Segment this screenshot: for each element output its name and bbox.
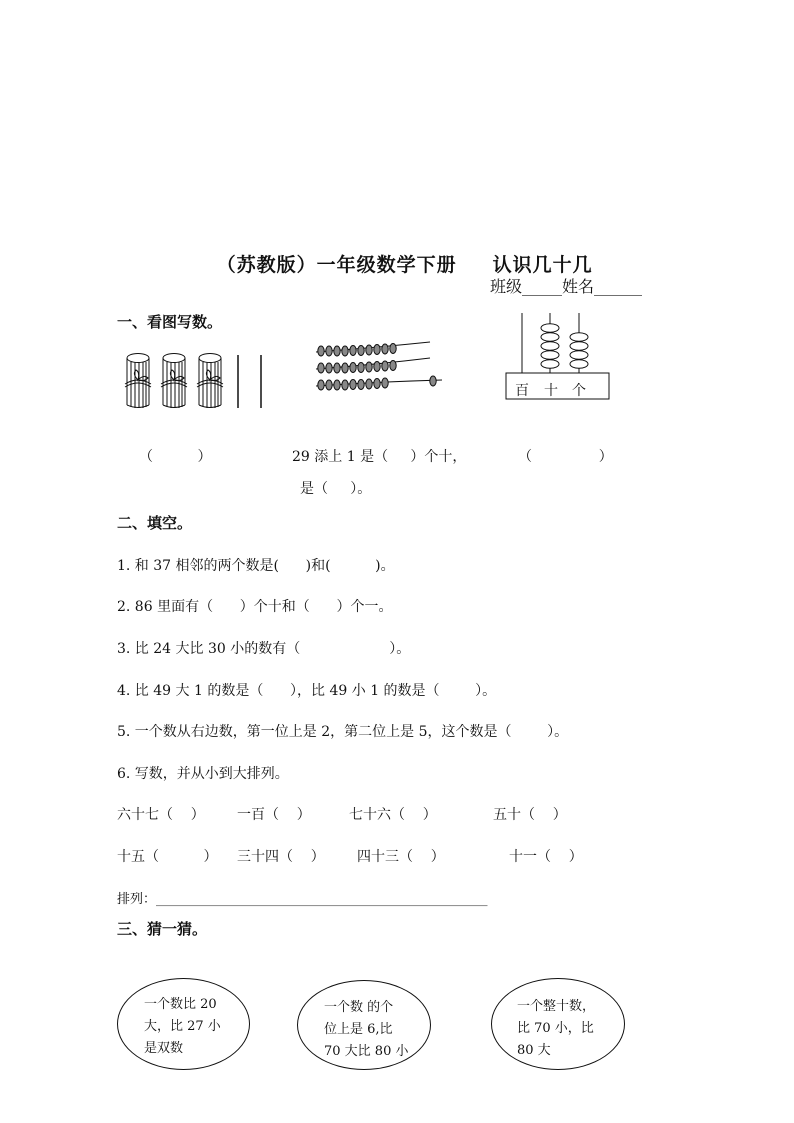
title-topic: 认识几十几 <box>492 254 593 276</box>
question-beads-line2: 是（ ）。 <box>300 481 372 497</box>
abacus-tens-beads <box>541 324 559 369</box>
number-word-43: 四十三（ ） <box>357 849 445 865</box>
fill-item-2: 2. 86 里面有（ ）个十和（ ）个一。 <box>117 599 393 615</box>
bead-string-1 <box>316 342 430 356</box>
stick-bundle-3 <box>197 354 223 409</box>
fill-item-6: 6. 写数，并从小到大排列。 <box>117 766 289 782</box>
fill-item-1: 1. 和 37 相邻的两个数是( )和( )。 <box>117 558 395 574</box>
sort-line[interactable]: 排列：___________________________________________________ <box>117 892 488 907</box>
guess-bubble-2-text: 一个数 的个 位上是 6,比 70 大比 80 小 <box>324 1000 409 1059</box>
number-word-67: 六十七（ ） <box>117 807 205 823</box>
bead-string-2 <box>316 358 430 373</box>
question-beads-line1: 29 添上 1 是（ ）个十， <box>292 449 467 465</box>
bead-strings-figure <box>312 338 442 400</box>
fill-item-5: 5. 一个数从右边数，第一位上是 2，第二位上是 5，这个数是（ ）。 <box>117 724 569 740</box>
title-main: （苏教版）一年级数学下册 <box>216 254 457 276</box>
abacus-label-hundreds: 百 <box>515 383 529 399</box>
abacus-label-ones: 个 <box>572 383 586 399</box>
number-word-34: 三十四（ ） <box>237 849 325 865</box>
answer-blank-abacus[interactable]: （ ） <box>518 449 613 465</box>
guess-bubble-1-text: 一个数比 20 大，比 27 小 是双数 <box>144 997 221 1056</box>
number-word-76: 七十六（ ） <box>349 807 437 823</box>
stick-bundle-1 <box>125 354 151 409</box>
stick-bundles-figure <box>122 350 272 412</box>
number-word-15: 十五（ ） <box>117 849 218 865</box>
answer-blank-sticks[interactable]: （ ） <box>139 449 212 465</box>
bead-string-3 <box>316 376 442 390</box>
section1-heading: 一、看图写数。 <box>117 313 223 331</box>
fill-item-3: 3. 比 24 大比 30 小的数有（ ）。 <box>117 641 411 657</box>
section3-heading: 三、猜一猜。 <box>117 920 208 938</box>
stick-bundle-2 <box>161 354 187 409</box>
number-word-100: 一百（ ） <box>237 807 311 823</box>
abacus-ones-beads <box>570 333 588 369</box>
section2-heading: 二、填空。 <box>117 514 193 532</box>
page-title <box>0 228 794 277</box>
number-word-50: 五十（ ） <box>493 807 567 823</box>
number-word-11: 十一（ ） <box>509 849 583 865</box>
class-name-line: 班级_____姓名______ <box>490 277 643 296</box>
guess-bubble-3-text: 一个整十数， 比 70 小，比 80 大 <box>517 999 596 1058</box>
fill-item-4: 4. 比 49 大 1 的数是（ ），比 49 小 1 的数是（ ）。 <box>117 683 497 699</box>
abacus-label-tens: 十 <box>544 383 558 399</box>
